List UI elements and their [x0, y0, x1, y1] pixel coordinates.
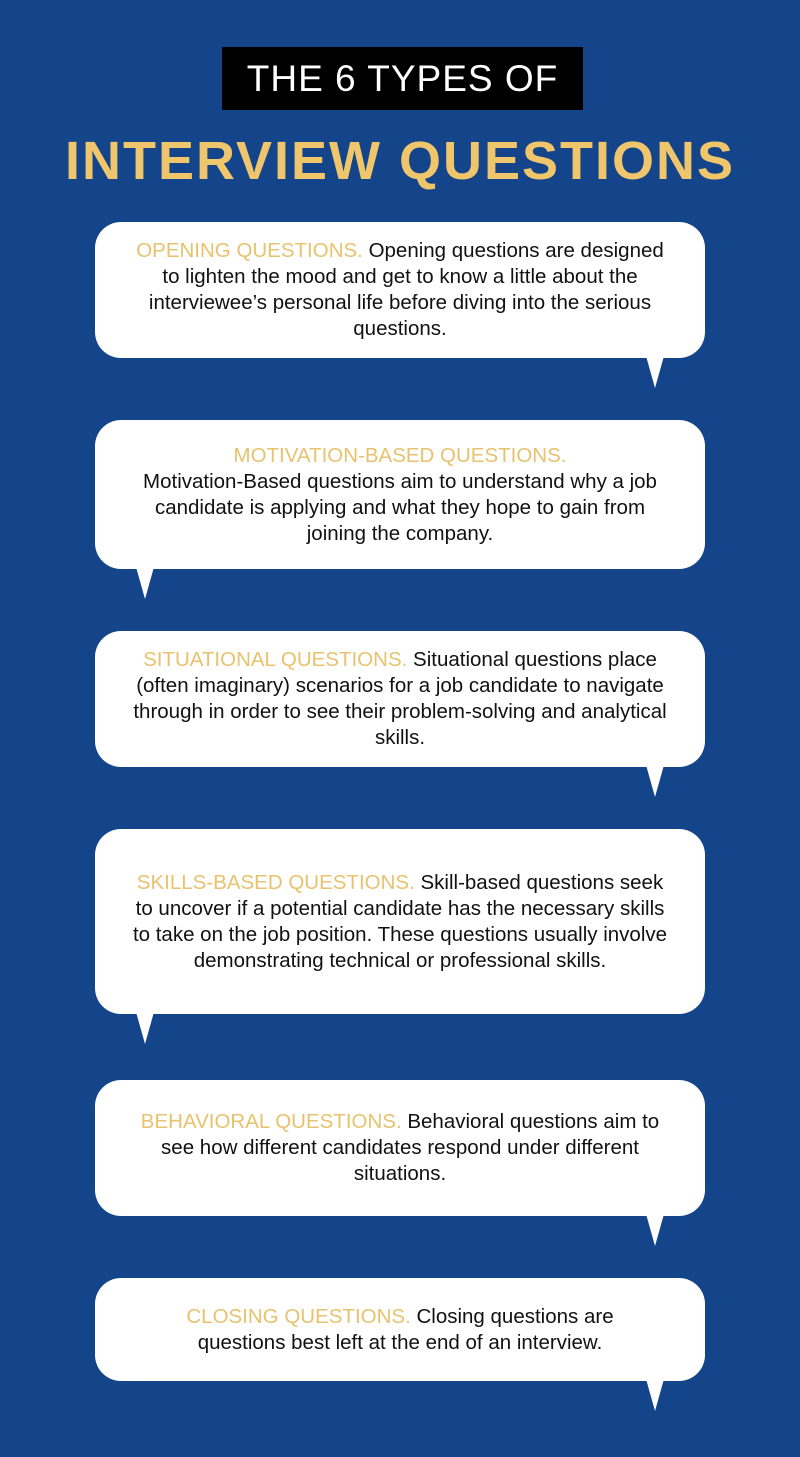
- bubble-text: [125, 443, 675, 547]
- page-title: INTERVIEW QUESTIONS: [64, 131, 736, 191]
- bubble-heading: SITUATIONAL QUESTIONS.: [143, 648, 408, 671]
- bubble-body: Behavioral questions aim to see how different candidates respond under different situations.: [161, 1110, 660, 1185]
- speech-bubble-skills: [95, 829, 705, 1014]
- bubble-tail-icon: [646, 1379, 664, 1411]
- bubble-heading: SKILLS-BASED QUESTIONS.: [136, 870, 415, 894]
- bubble-tail-icon: [136, 1012, 154, 1044]
- bubble-body: Situational questions place (often imaginary) scenarios for a job candidate to navigate through in order to see their problem-solving and analytical skills.: [133, 648, 667, 749]
- bubble-text: [125, 238, 675, 342]
- bubble-heading: CLOSING QUESTIONS.: [186, 1304, 411, 1328]
- bubble-tail-icon: [136, 567, 154, 599]
- speech-bubble-behavioral: [95, 1080, 705, 1216]
- bubble-body: Skill-based questions seek to uncover if a potential candidate has the necessary skills to take on the job position. These questions usually involve demonstrating technical or professional skills.: [132, 870, 668, 972]
- speech-bubble-opening: [95, 222, 705, 358]
- bubble-text: [125, 647, 675, 751]
- bubble-text: [145, 1304, 655, 1356]
- title-line-1: THE 6 TYPES OF: [246, 58, 559, 99]
- bubble-tail-icon: [646, 765, 664, 797]
- bubble-heading: MOTIVATION-BASED QUESTIONS.: [233, 443, 567, 467]
- bubble-tail-icon: [646, 1214, 664, 1246]
- bubble-body: Opening questions are designed to lighten the mood and get to know a little about the interviewee’s personal life before diving into the serious questions.: [148, 239, 664, 340]
- bubble-body: Closing questions are questions best left at the end of an interview.: [197, 1304, 614, 1354]
- bubble-heading: BEHAVIORAL QUESTIONS.: [140, 1110, 402, 1133]
- bubble-text: [127, 870, 673, 974]
- speech-bubble-situational: [95, 631, 705, 767]
- speech-bubble-motivation: [95, 420, 705, 569]
- bubble-body: Motivation-Based questions aim to understand why a job candidate is applying and what they hope to gain from joining the company.: [143, 469, 657, 545]
- bubble-heading: OPENING QUESTIONS.: [136, 239, 363, 262]
- title-banner: [222, 47, 583, 110]
- bubble-text: [129, 1109, 671, 1187]
- speech-bubble-closing: [95, 1278, 705, 1381]
- bubble-tail-icon: [646, 356, 664, 388]
